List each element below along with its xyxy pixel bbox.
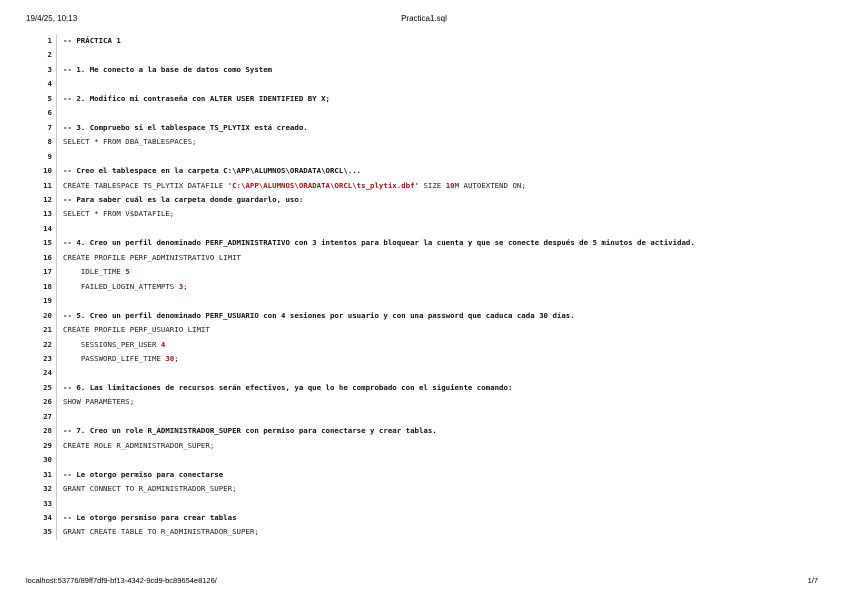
line-text xyxy=(63,164,816,178)
code-line xyxy=(26,164,816,178)
code-line xyxy=(26,424,816,438)
line-number: 15 xyxy=(26,236,57,250)
line-number: 10 xyxy=(26,164,57,178)
line-number: 32 xyxy=(26,482,57,496)
line-text xyxy=(63,179,816,193)
line-number: 29 xyxy=(26,439,57,453)
line-text xyxy=(63,222,816,236)
line-text xyxy=(63,34,816,48)
code-line xyxy=(26,150,816,164)
sql-comment: -- Para saber cuál es la carpeta donde guardarlo, uso: xyxy=(63,194,304,204)
line-text xyxy=(63,468,816,482)
line-text xyxy=(63,280,816,294)
sql-code: GRANT CREATE TABLE TO R_ADMINISTRADOR_SUPER; xyxy=(63,527,259,537)
line-number: 7 xyxy=(26,121,57,135)
sql-number: 5 xyxy=(125,267,130,277)
line-number: 26 xyxy=(26,395,57,409)
line-number: 34 xyxy=(26,511,57,525)
line-text xyxy=(63,410,816,424)
sql-code: SESSIONS_PER_USER xyxy=(63,339,161,349)
sql-string: 'C:\APP\ALUMNOS\ORADATA\ORCL\ts_plytix.dbf' xyxy=(227,180,419,190)
code-line xyxy=(26,222,816,236)
line-text xyxy=(63,207,816,221)
line-text xyxy=(63,63,816,77)
line-text xyxy=(63,338,816,352)
document-title: Practica1.sql xyxy=(401,14,447,23)
code-line xyxy=(26,265,816,279)
code-line xyxy=(26,63,816,77)
line-number: 3 xyxy=(26,63,57,77)
line-text xyxy=(63,294,816,308)
line-number: 22 xyxy=(26,338,57,352)
code-line xyxy=(26,34,816,48)
code-line xyxy=(26,106,816,120)
line-text xyxy=(63,193,816,207)
code-line xyxy=(26,207,816,221)
code-line xyxy=(26,395,816,409)
line-text xyxy=(63,482,816,496)
line-number: 4 xyxy=(26,77,57,91)
line-text xyxy=(63,309,816,323)
sql-code: CREATE PROFILE PERF_USUARIO LIMIT xyxy=(63,325,210,335)
sql-code: SELECT * FROM V$DATAFILE; xyxy=(63,209,175,219)
sql-code: ; xyxy=(174,353,179,363)
code-line xyxy=(26,236,816,250)
line-text xyxy=(63,77,816,91)
line-text xyxy=(63,121,816,135)
line-number: 24 xyxy=(26,366,57,380)
line-number: 13 xyxy=(26,207,57,221)
line-text xyxy=(63,366,816,380)
line-number: 1 xyxy=(26,34,57,48)
sql-code: IDLE_TIME xyxy=(63,267,126,277)
line-text xyxy=(63,381,816,395)
line-text xyxy=(63,424,816,438)
line-number: 17 xyxy=(26,265,57,279)
code-listing xyxy=(26,34,816,540)
line-text xyxy=(63,497,816,511)
code-line xyxy=(26,135,816,149)
sql-code: CREATE ROLE R_ADMINISTRADOR_SUPER; xyxy=(63,440,215,450)
line-text xyxy=(63,395,816,409)
line-number: 35 xyxy=(26,525,57,539)
code-line xyxy=(26,410,816,424)
line-number: 8 xyxy=(26,135,57,149)
line-text xyxy=(63,92,816,106)
sql-code: SELECT * FROM DBA_TABLESPACES; xyxy=(63,137,197,147)
sql-comment: -- Le otorgo persmiso para crear tablas xyxy=(63,512,237,522)
sql-comment: -- 3. Compruebo si el tablespace TS_PLYTIX está creado. xyxy=(63,122,308,132)
sql-code: PASSWORD_LIFE_TIME xyxy=(63,353,166,363)
code-line xyxy=(26,525,816,539)
code-line xyxy=(26,323,816,337)
line-number: 28 xyxy=(26,424,57,438)
line-number: 21 xyxy=(26,323,57,337)
sql-code: CREATE TABLESPACE TS_PLYTIX DATAFILE xyxy=(63,180,228,190)
code-line xyxy=(26,338,816,352)
line-number: 11 xyxy=(26,179,57,193)
sql-comment: -- Le otorgo permiso para conectarse xyxy=(63,469,224,479)
code-line xyxy=(26,280,816,294)
sql-comment: -- 4. Creo un perfil denominado PERF_ADMINISTRATIVO con 3 intentos para bloquear la cuenta y que se conecte después de 5 minutos de actividad. xyxy=(63,238,695,248)
line-number: 6 xyxy=(26,106,57,120)
line-number: 27 xyxy=(26,410,57,424)
code-line xyxy=(26,439,816,453)
line-number: 2 xyxy=(26,48,57,62)
line-text xyxy=(63,352,816,366)
code-line xyxy=(26,48,816,62)
page-number: 1/7 xyxy=(807,576,818,585)
line-text xyxy=(63,106,816,120)
sql-comment: -- 1. Me conecto a la base de datos como System xyxy=(63,64,273,74)
code-line xyxy=(26,352,816,366)
code-line xyxy=(26,497,816,511)
sql-number: 4 xyxy=(160,339,166,349)
sql-comment: -- Creo el tablespace en la carpeta C:\APP\ALUMNOS\ORADATA\ORCL\... xyxy=(63,166,362,176)
line-number: 31 xyxy=(26,468,57,482)
code-line xyxy=(26,309,816,323)
sql-comment: -- 2. Modifico mi contraseña con ALTER USER IDENTIFIED BY X; xyxy=(63,93,330,103)
sql-number: 10 xyxy=(445,180,455,190)
line-text xyxy=(63,251,816,265)
line-number: 33 xyxy=(26,497,57,511)
sql-comment: -- 6. Las limitaciones de recursos serán efectivos, ya que lo he comprobado con el siguiente comando: xyxy=(63,382,513,392)
line-text xyxy=(63,265,816,279)
sql-comment: -- PRÁCTICA 1 xyxy=(63,36,121,45)
sql-code: M AUTOEXTEND ON; xyxy=(454,180,526,190)
sql-comment: -- 5. Creo un perfil denominado PERF_USUARIO con 4 sesiones por usuario y con una password que caduca cada 30 días. xyxy=(63,310,575,320)
line-text xyxy=(63,511,816,525)
line-number: 18 xyxy=(26,280,57,294)
code-line xyxy=(26,251,816,265)
line-number: 19 xyxy=(26,294,57,308)
sql-code: SHOW PARAMETERS; xyxy=(63,397,135,407)
line-text xyxy=(63,453,816,467)
line-number: 12 xyxy=(26,193,57,207)
line-text xyxy=(63,135,816,149)
sql-code: FAILED_LOGIN_ATTEMPTS xyxy=(63,281,179,291)
sql-comment: -- 7. Creo un role R_ADMINISTRADOR_SUPER con permiso para conectarse y crear tablas. xyxy=(63,426,437,436)
line-number: 23 xyxy=(26,352,57,366)
sql-code: CREATE PROFILE PERF_ADMINISTRATIVO LIMIT xyxy=(63,252,241,262)
sql-code: GRANT CONNECT TO R_ADMINISTRADOR_SUPER; xyxy=(63,484,237,494)
line-number: 5 xyxy=(26,92,57,106)
code-line xyxy=(26,193,816,207)
code-line xyxy=(26,179,816,193)
page-url: localhost:53776/89ff7df9-bf13-4342-9cd9-bc89654e8126/ xyxy=(26,576,217,585)
line-text xyxy=(63,150,816,164)
line-number: 14 xyxy=(26,222,57,236)
line-text xyxy=(63,439,816,453)
sql-number: 3 xyxy=(178,281,184,291)
line-number: 25 xyxy=(26,381,57,395)
line-text xyxy=(63,48,816,62)
print-datetime: 19/4/25, 10:13 xyxy=(26,14,78,23)
code-line xyxy=(26,482,816,496)
sql-code: SIZE xyxy=(418,180,446,190)
line-text xyxy=(63,323,816,337)
sql-number: 30 xyxy=(165,353,175,363)
line-number: 16 xyxy=(26,251,57,265)
line-number: 30 xyxy=(26,453,57,467)
code-line xyxy=(26,294,816,308)
code-line xyxy=(26,468,816,482)
code-line xyxy=(26,92,816,106)
code-line xyxy=(26,366,816,380)
sql-code: ; xyxy=(183,281,188,291)
line-number: 9 xyxy=(26,150,57,164)
line-text xyxy=(63,236,816,250)
code-line xyxy=(26,121,816,135)
code-line xyxy=(26,77,816,91)
line-number: 20 xyxy=(26,309,57,323)
code-line xyxy=(26,453,816,467)
code-line xyxy=(26,511,816,525)
code-line xyxy=(26,381,816,395)
line-text xyxy=(63,525,816,539)
